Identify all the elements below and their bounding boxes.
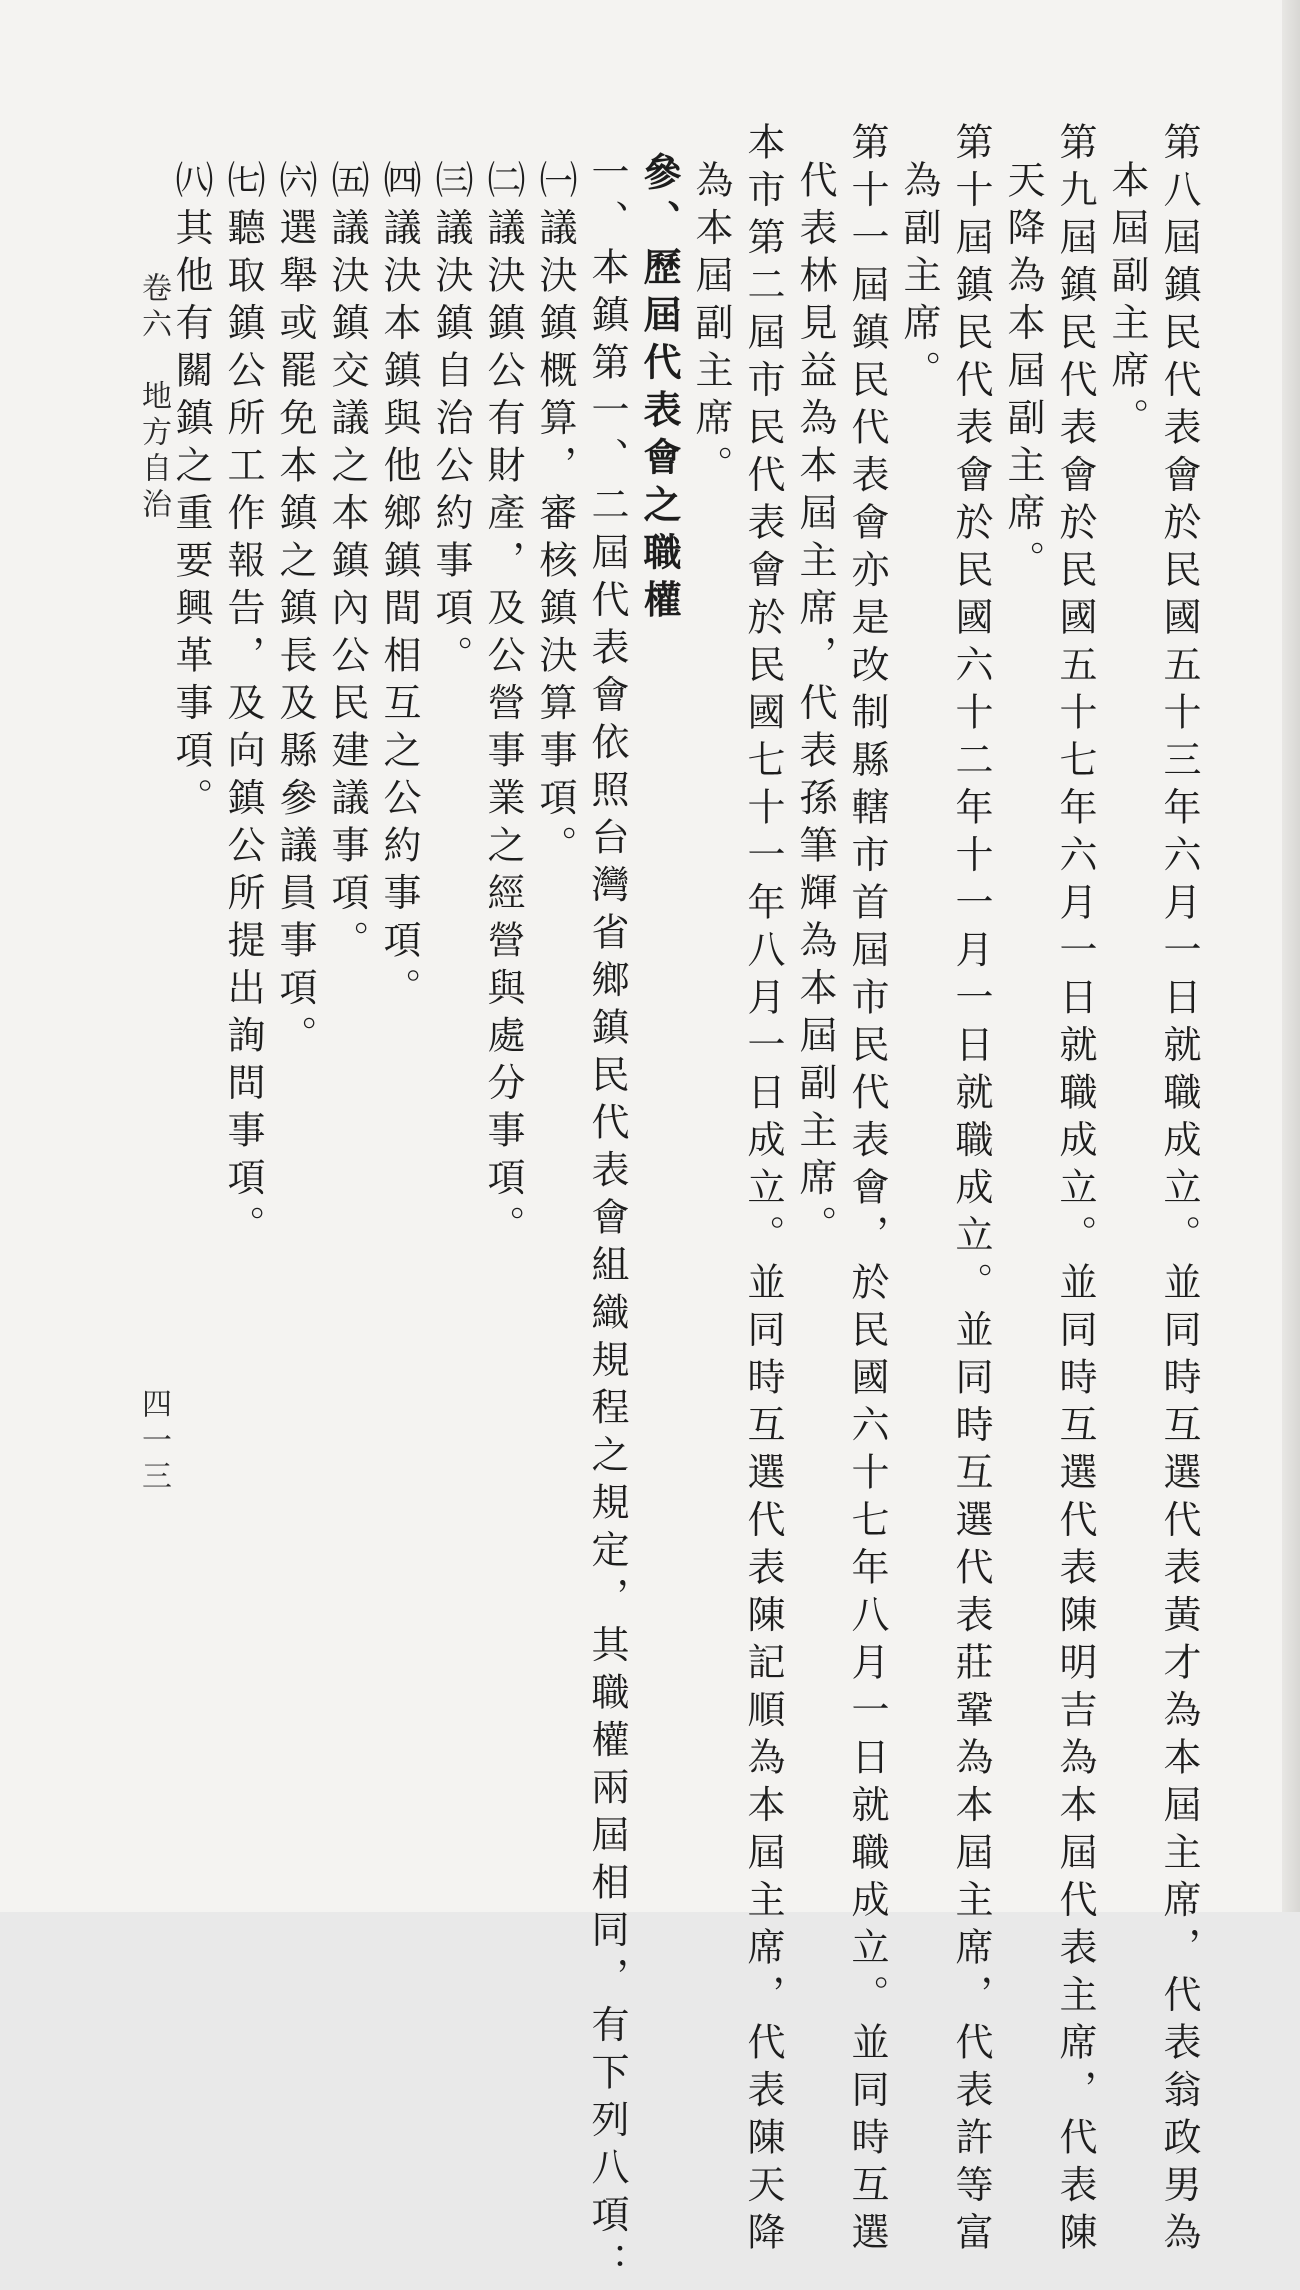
page-number: 四一三: [136, 1388, 171, 1496]
text-column-5: 第十屆鎮民代表會於民國六十二年十一月一日就職成立。並同時互選代表莊鞏為本屆主席，代表許等富: [949, 122, 993, 2260]
list-item-8: ㈧其他有關鎮之重要興革事項。: [169, 160, 213, 825]
list-item-1: ㈠議決鎮概算，審核鎮決算事項。: [533, 160, 577, 873]
text-column-1: 第八屆鎮民代表會於民國五十三年六月一日就職成立。並同時互選代表黃才為本屆主席，代表翁政男為: [1157, 122, 1201, 2260]
list-item-3: ㈢議決鎮自治公約事項。: [429, 160, 473, 683]
text-column-2: 本屆副主席。: [1105, 160, 1149, 445]
list-item-2: ㈡議決鎮公有財產，及公營事業之經營與處分事項。: [481, 160, 525, 1253]
list-item-6: ㈥選舉或罷免本鎮之鎮長及縣參議員事項。: [273, 160, 317, 1063]
text-column-6: 為副主席。: [897, 160, 941, 398]
text-column-4: 天降為本屆副主席。: [1001, 160, 1045, 588]
list-item-4: ㈣議決本鎮與他鄉鎮間相互之公約事項。: [377, 160, 421, 1015]
volume-label: 卷六 地方自治: [136, 272, 171, 524]
text-column-3: 第九屆鎮民代表會於民國五十七年六月一日就職成立。並同時互選代表陳明吉為本屆代表主席，代表陳: [1053, 122, 1097, 2260]
text-column-intro: 一、本鎮第一、二屆代表會依照台灣省鄉鎮民代表會組織規程之規定，其職權兩屆相同，有下列八項：: [585, 152, 629, 2290]
text-column-8: 代表林見益為本屆主席，代表孫筆輝為本屆副主席。: [793, 160, 837, 1253]
section-heading: 參、歷屆代表會之職權: [637, 152, 682, 627]
text-column-7: 第十一屆鎮民代表會亦是改制縣轄市首屆市民代表會，於民國六十七年八月一日就職成立。並同時互選: [845, 122, 889, 2260]
list-item-5: ㈤議決鎮交議之本鎮內公民建議事項。: [325, 160, 369, 968]
list-item-7: ㈦聽取鎮公所工作報告，及向鎮公所提出詢問事項。: [221, 160, 265, 1253]
text-column-10: 為本屆副主席。: [689, 160, 733, 493]
text-column-9: 本市第二屆市民代表會於民國七十一年八月一日成立。並同時互選代表陳記順為本屆主席，代表陳天降: [741, 122, 785, 2260]
